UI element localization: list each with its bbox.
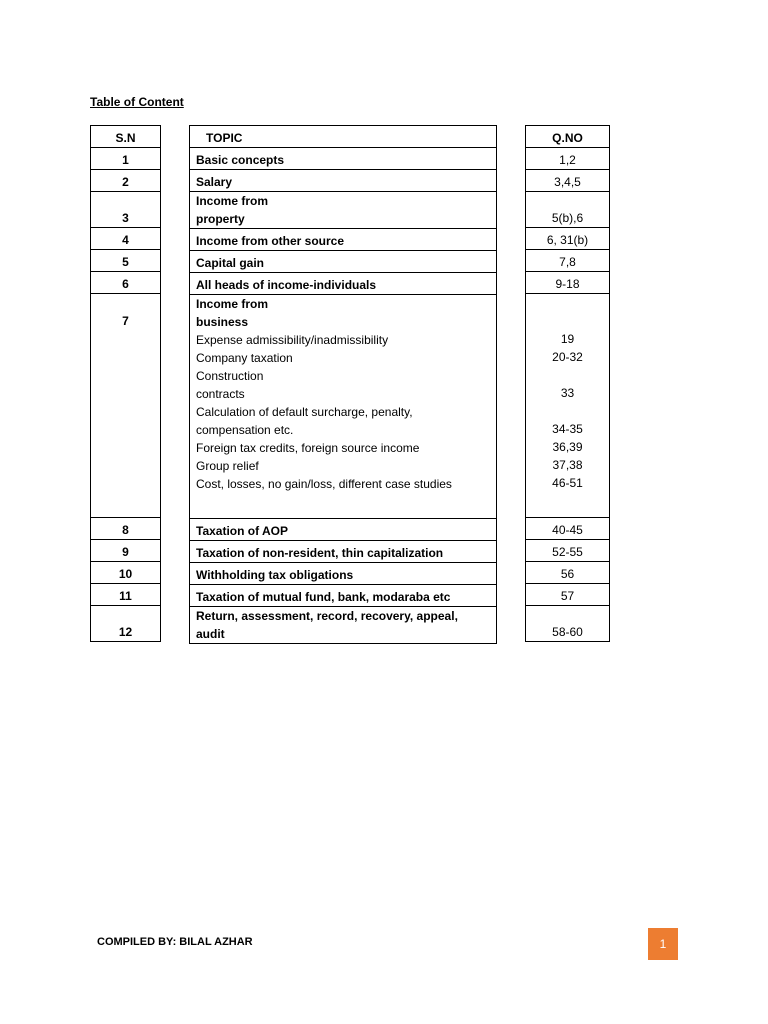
sn-cell: 12 bbox=[91, 606, 161, 642]
qno-cell: 3,4,5 bbox=[526, 170, 610, 192]
sn-column bbox=[90, 125, 161, 642]
qno-cell: 58-60 bbox=[526, 606, 610, 642]
topic-line: audit bbox=[196, 627, 225, 641]
qno-cell-business bbox=[526, 294, 610, 518]
qno-header: Q.NO bbox=[526, 126, 610, 148]
sn-cell: 6 bbox=[91, 272, 161, 294]
sn-cell: 3 bbox=[91, 192, 161, 228]
topic-cell bbox=[190, 192, 497, 229]
topic-line: Income from bbox=[196, 297, 269, 311]
topic-cell: Capital gain bbox=[190, 251, 497, 273]
compiled-by-footer: COMPILED BY: BILAL AZHAR bbox=[97, 936, 253, 948]
qno-line: 33 bbox=[560, 386, 575, 400]
sn-cell: 1 bbox=[91, 148, 161, 170]
topic-header: TOPIC bbox=[190, 126, 497, 148]
qno-line bbox=[532, 366, 603, 384]
sn-cell: 4 bbox=[91, 228, 161, 250]
topic-cell: Taxation of mutual fund, bank, modaraba etc bbox=[190, 585, 497, 607]
sn-cell bbox=[91, 294, 161, 518]
topic-cell-business bbox=[190, 295, 497, 519]
topic-line: Expense admissibility/inadmissibility bbox=[196, 333, 389, 347]
toc-title: Table of Content bbox=[90, 95, 184, 109]
topic-line: Construction bbox=[196, 369, 264, 383]
topic-column bbox=[189, 125, 497, 644]
qno-cell: 9-18 bbox=[526, 272, 610, 294]
qno-line: 19 bbox=[560, 332, 575, 346]
topic-line: Return, assessment, record, recovery, appeal, bbox=[196, 609, 458, 623]
sn-cell: 2 bbox=[91, 170, 161, 192]
qno-cell: 1,2 bbox=[526, 148, 610, 170]
sn-cell: 9 bbox=[91, 540, 161, 562]
topic-cell: All heads of income-individuals bbox=[190, 273, 497, 295]
qno-line: 37,38 bbox=[552, 458, 583, 472]
qno-cell: 56 bbox=[526, 562, 610, 584]
qno-line bbox=[532, 312, 603, 330]
sn-cell-text: 7 bbox=[122, 314, 129, 328]
topic-line: Cost, losses, no gain/loss, different case studies bbox=[196, 477, 452, 491]
sn-header: S.N bbox=[91, 126, 161, 148]
topic-cell bbox=[190, 607, 497, 644]
topic-line: Group relief bbox=[196, 459, 259, 473]
sn-cell: 5 bbox=[91, 250, 161, 272]
qno-cell: 5(b),6 bbox=[526, 192, 610, 228]
qno-cell: 57 bbox=[526, 584, 610, 606]
qno-line bbox=[532, 294, 603, 312]
topic-line: business bbox=[196, 315, 249, 329]
qno-line bbox=[532, 402, 603, 420]
topic-cell: Income from other source bbox=[190, 229, 497, 251]
topic-cell: Salary bbox=[190, 170, 497, 192]
sn-cell: 11 bbox=[91, 584, 161, 606]
qno-line: 46-51 bbox=[552, 476, 583, 490]
qno-line: 36,39 bbox=[552, 440, 583, 454]
topic-line: Company taxation bbox=[196, 351, 293, 365]
qno-cell: 52-55 bbox=[526, 540, 610, 562]
qno-cell: 7,8 bbox=[526, 250, 610, 272]
qno-line: 34-35 bbox=[552, 422, 583, 436]
qno-line: 20-32 bbox=[552, 350, 583, 364]
topic-cell: Basic concepts bbox=[190, 148, 497, 170]
topic-line: compensation etc. bbox=[196, 423, 294, 437]
qno-cell: 6, 31(b) bbox=[526, 228, 610, 250]
sn-cell: 10 bbox=[91, 562, 161, 584]
topic-cell: Taxation of AOP bbox=[190, 519, 497, 541]
qno-cell: 40-45 bbox=[526, 518, 610, 540]
topic-cell: Taxation of non-resident, thin capitalization bbox=[190, 541, 497, 563]
topic-line: Calculation of default surcharge, penalty, bbox=[196, 405, 413, 419]
qno-column bbox=[525, 125, 610, 642]
topic-line: Foreign tax credits, foreign source income bbox=[196, 441, 420, 455]
topic-line: contracts bbox=[196, 387, 245, 401]
page-number-badge: 1 bbox=[648, 928, 678, 960]
topic-cell: Withholding tax obligations bbox=[190, 563, 497, 585]
sn-cell: 8 bbox=[91, 518, 161, 540]
topic-line: property bbox=[196, 212, 245, 226]
topic-line: Income from bbox=[196, 194, 269, 208]
